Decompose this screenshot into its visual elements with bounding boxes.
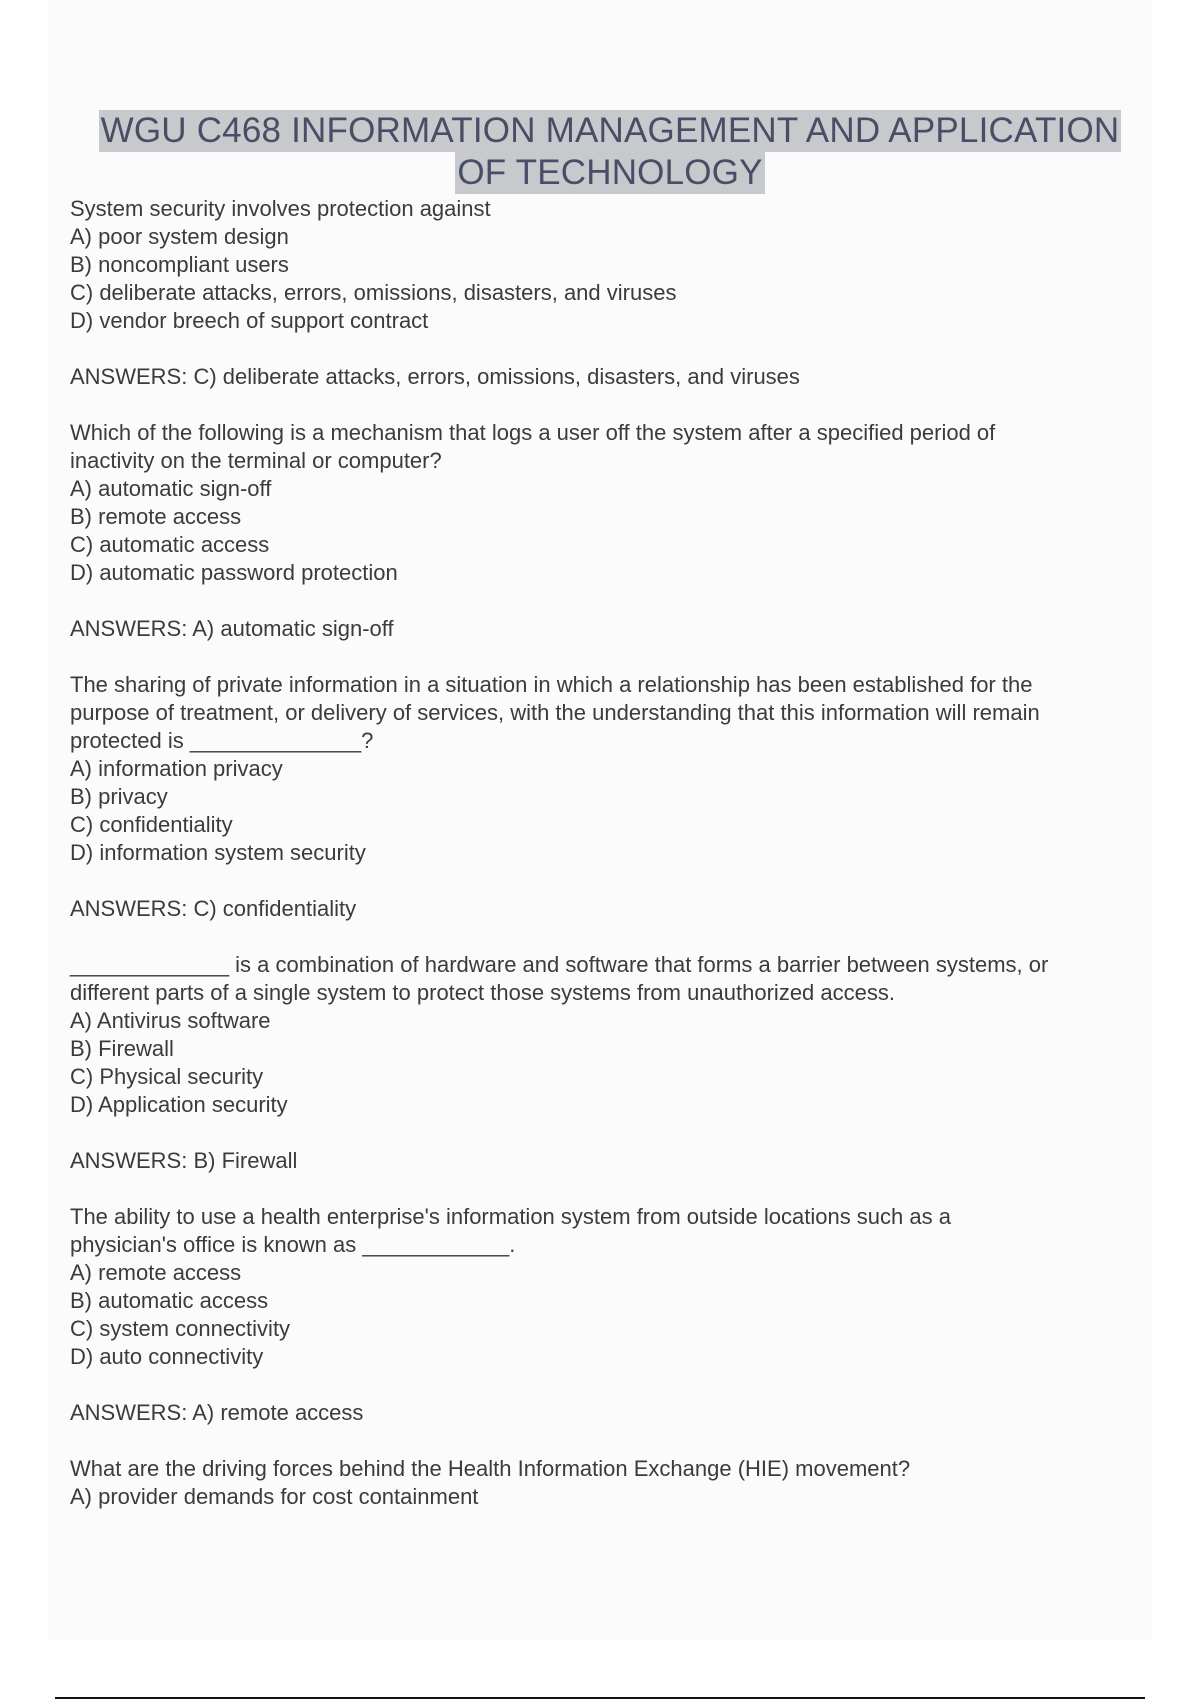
question-list	[70, 195, 1150, 1539]
answer-line: ANSWERS: A) automatic sign-off	[70, 616, 394, 641]
question-text: The ability to use a health enterprise's information system from outside locations such as a	[70, 1204, 951, 1229]
answer-option: C) Physical security	[70, 1064, 264, 1089]
answer-option: B) automatic access	[70, 1288, 269, 1313]
answer-line: ANSWERS: C) confidentiality	[70, 896, 357, 921]
answer-option: A) poor system design	[70, 224, 289, 249]
question-text: _____________ is a combination of hardware and software that forms a barrier between systems, or	[70, 952, 1049, 977]
question-block	[70, 419, 1150, 587]
answer-line: ANSWERS: B) Firewall	[70, 1148, 298, 1173]
question-text: protected is ______________?	[70, 728, 374, 753]
answer-option: B) Firewall	[70, 1036, 174, 1061]
question-text: inactivity on the terminal or computer?	[70, 448, 442, 473]
answer-option: A) information privacy	[70, 756, 283, 781]
question-text: different parts of a single system to protect those systems from unauthorized access.	[70, 980, 895, 1005]
answer-line: ANSWERS: A) remote access	[70, 1400, 364, 1425]
answer-option: C) system connectivity	[70, 1316, 291, 1341]
answer-option: D) vendor breech of support contract	[70, 308, 429, 333]
page-bottom-rule	[55, 1697, 1145, 1699]
question-block	[70, 1203, 1150, 1371]
question-text: The sharing of private information in a situation in which a relationship has been established for the	[70, 672, 1033, 697]
question-text: What are the driving forces behind the Health Information Exchange (HIE) movement?	[70, 1456, 911, 1481]
answer-line: ANSWERS: C) deliberate attacks, errors, omissions, disasters, and viruses	[70, 364, 800, 389]
question-block	[70, 951, 1150, 1119]
question-block	[70, 1455, 1150, 1511]
answer-option: B) privacy	[70, 784, 168, 809]
answer-option: D) automatic password protection	[70, 560, 398, 585]
answer-option: D) Application security	[70, 1092, 288, 1117]
document-title	[70, 110, 1150, 194]
answer-option: A) remote access	[70, 1260, 242, 1285]
answer-option: B) noncompliant users	[70, 252, 289, 277]
question-text: Which of the following is a mechanism that logs a user off the system after a specified period of	[70, 420, 996, 445]
title-line-1: WGU C468 INFORMATION MANAGEMENT AND APPLICATION	[100, 111, 1120, 150]
question-text: purpose of treatment, or delivery of services, with the understanding that this information will remain	[70, 700, 1040, 725]
question-text: System security involves protection against	[70, 196, 491, 221]
answer-option: C) automatic access	[70, 532, 270, 557]
question-block	[70, 195, 1150, 335]
answer-option: C) deliberate attacks, errors, omissions, disasters, and viruses	[70, 280, 677, 305]
answer-option: D) auto connectivity	[70, 1344, 264, 1369]
answer-option: A) automatic sign-off	[70, 476, 272, 501]
answer-option: B) remote access	[70, 504, 242, 529]
question-text: physician's office is known as ____________.	[70, 1232, 516, 1257]
answer-option: A) Antivirus software	[70, 1008, 271, 1033]
question-block	[70, 671, 1150, 867]
answer-option: A) provider demands for cost containment	[70, 1484, 479, 1509]
answer-option: D) information system security	[70, 840, 366, 865]
answer-option: C) confidentiality	[70, 812, 233, 837]
title-line-2: OF TECHNOLOGY	[457, 153, 763, 192]
